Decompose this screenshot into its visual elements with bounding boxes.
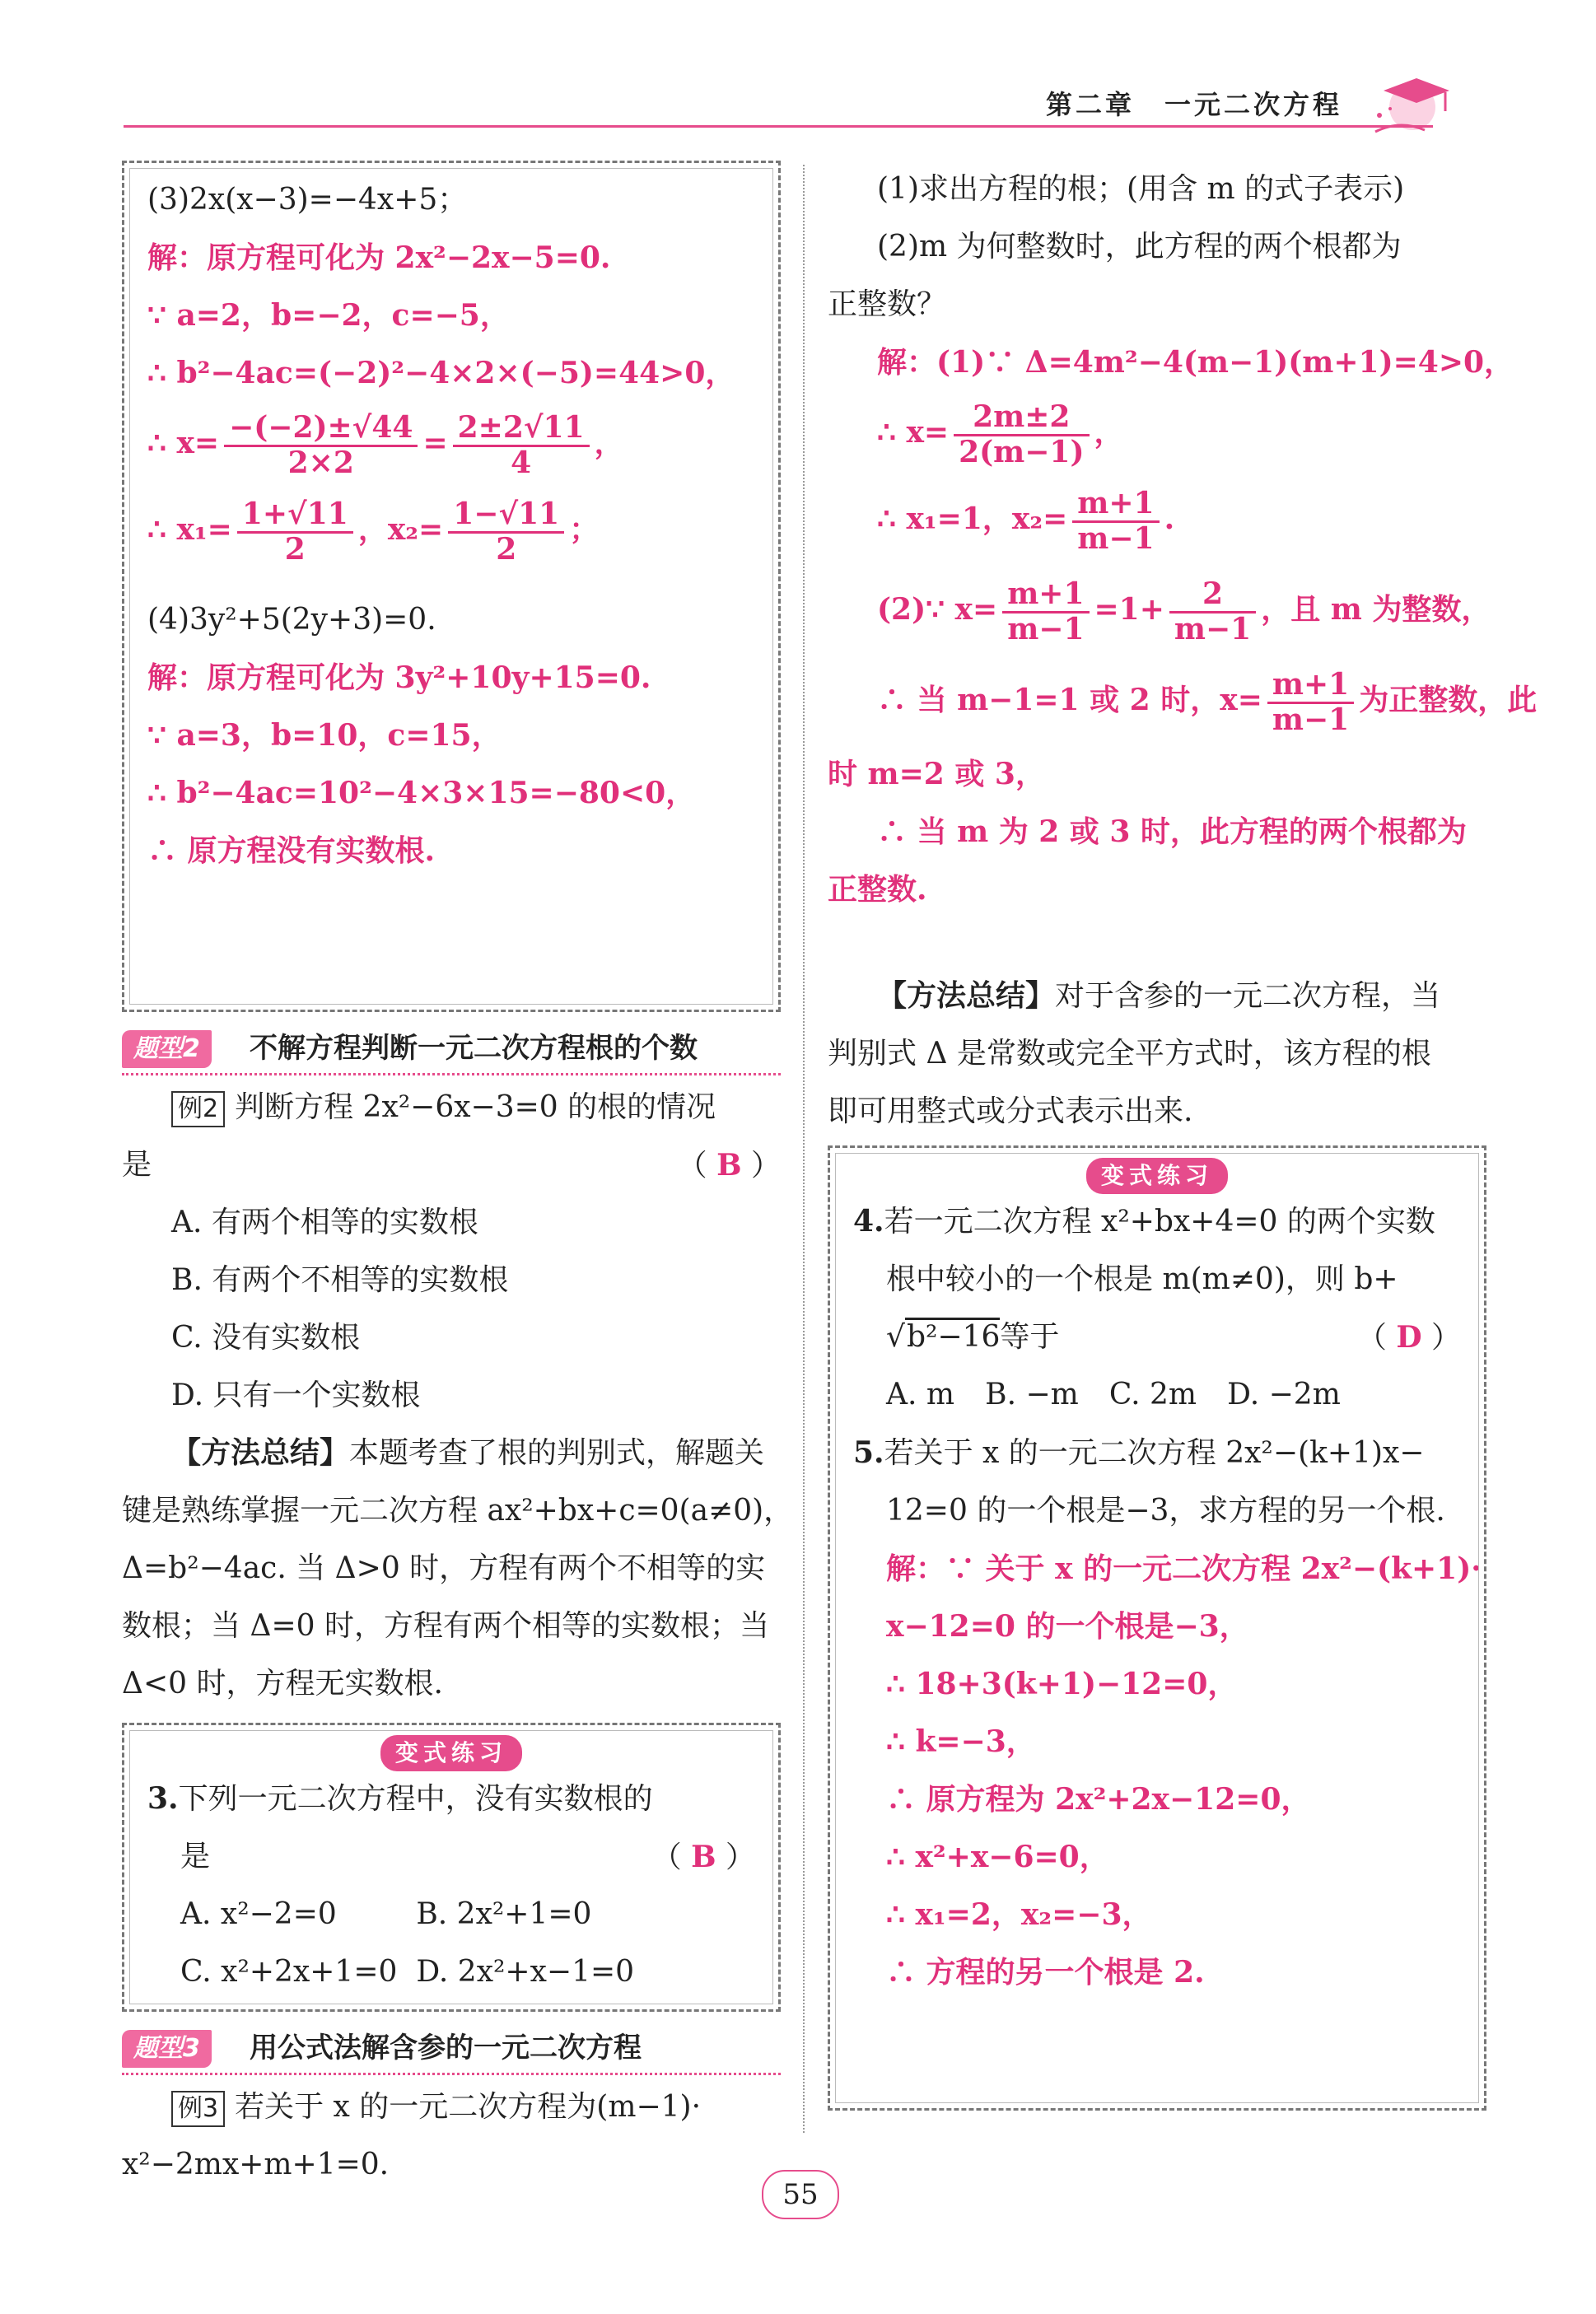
header-rule — [124, 125, 1433, 128]
practice-question-3: 3.下列一元二次方程中，没有实数根的 — [147, 1781, 653, 1816]
answer-bracket: （ D ） — [1356, 1320, 1461, 1355]
section-tag: 题型2 — [122, 1030, 212, 1068]
answer-bracket: （ B ） — [677, 1148, 781, 1183]
q3-step-4: ∴ x= $\frac{-(-2)\pm√44}{2\times 2}$ = $\frac{2\pm 2√11}{4}$ ， — [147, 409, 624, 480]
practice-box-1: 变式练习 3.下列一元二次方程中，没有实数根的 是 （ B ） A. x²−2=0 B. 2x²+1=0 C. x²+2x+1=0 D. 2x²+x−1=0 — [122, 1723, 781, 2012]
section-title: 用公式法解含参的一元二次方程 — [250, 2032, 642, 2064]
section-tag: 题型3 — [122, 2030, 212, 2068]
fraction: $\frac{2m\pm 2}{2(m-1)}$ — [954, 401, 1089, 469]
practice-question-4: 4.若一元二次方程 x²+bx+4=0 的两个实数 — [853, 1204, 1435, 1239]
option: B. −m — [985, 1378, 1079, 1411]
q3-step-1: 解：原方程可化为 2x²−2x−5=0. — [147, 240, 611, 275]
section-heading-3 — [122, 2023, 781, 2075]
answer-bracket: （ B ） — [651, 1840, 755, 1874]
q3-step-2: ∵ a=2，b=−2，c=−5， — [147, 298, 510, 333]
question-3: (3)2x(x−3)=−4x+5； — [147, 183, 468, 217]
method-title: 【方法总结】 — [877, 979, 1056, 1013]
option: D. −2m — [1227, 1378, 1341, 1411]
fraction: $\frac{2}{m-1}$ — [1169, 578, 1256, 646]
option: B. 2x²+1=0 — [416, 1897, 592, 1931]
q3-step-5: ∴ x₁= $\frac{1+√11}{2}$ ，x₂= $\frac{1-√11}{2}$ ； — [147, 496, 600, 567]
method-summary-1: 【方法总结】本题考查了根的判别式，解题关 键是熟练掌握一元二次方程 ax²+bx+c=0(a≠0)， Δ=b²−4ac. 当 Δ>0 时，方程有两个不相等的实 数根；当 Δ=0 时，方程有两个相等的实数根；当 Δ<0 时，方程无实数根. — [122, 1436, 794, 1701]
option: D. 2x²+x−1=0 — [416, 1955, 635, 1989]
q4-step-3: ∴ b²−4ac=10²−4×3×15=−80<0， — [147, 776, 696, 810]
example-2: 例2 判断方程 2x²−6x−3=0 的根的情况 — [122, 1079, 781, 1136]
choices — [853, 1366, 1357, 1424]
practice-title: 变式练习 — [853, 1156, 1461, 1192]
example-label: 例3 — [171, 2091, 225, 2127]
option: B. 有两个不相等的实数根 — [171, 1263, 509, 1297]
choices — [147, 1886, 652, 2001]
fraction: $\frac{2\pm 2√11}{4}$ — [453, 412, 590, 479]
option: A. m — [886, 1378, 955, 1411]
q3-step-3: ∴ b²−4ac=(−2)²−4×2×(−5)=44>0， — [147, 356, 735, 390]
example-3: 例3 若关于 x 的一元二次方程为(m−1)· — [122, 2078, 781, 2136]
page-header — [124, 74, 1482, 140]
chapter-title: 第二章 一元二次方程 — [1045, 89, 1342, 120]
example-label: 例2 — [171, 1091, 225, 1127]
fraction: $\frac{m+1}{m-1}$ — [1002, 578, 1089, 646]
option: C. 没有实数根 — [171, 1321, 361, 1355]
fraction: $\frac{1-√11}{2}$ — [448, 498, 564, 566]
option: A. x²−2=0 — [180, 1897, 337, 1931]
q4-step-4: ∴ 原方程没有实数根. — [147, 833, 436, 868]
practice-question-5: 5.若关于 x 的一元二次方程 2x²−(k+1)x− — [853, 1435, 1425, 1470]
example-2-cont: 是 （ B ） — [122, 1136, 781, 1194]
fraction: $\frac{m+1}{m-1}$ — [1267, 669, 1354, 736]
section-heading-2 — [122, 1024, 781, 1075]
question-4: (4)3y²+5(2y+3)=0. — [147, 603, 436, 637]
option: A. 有两个相等的实数根 — [171, 1206, 478, 1239]
right-column: (1)求出方程的根；(用含 m 的式子表示) (2)m 为何整数时，此方程的两个根都为 正整数？ 解：(1)∵ Δ=4m²−4(m−1)(m+1)=4>0， ∴ x= $\frac{2m\pm 2}{2(m-1)}$ ， ∴ x₁=1，x₂= $\frac{m+1}{m-1}$ . (2)∵ x= $\frac{m+1}{m-1}$ =1+ $\frac{2}{m-1}$ ，且 m 为整数， ∴ 当 m−1=1 或 2 时，x= $\frac{m+1}{m-1}$ 为正整数，此 时 m=2 或 3， ∴ 当 m 为 2 或 3 时，此方程的两个根都为 正整数. 【方法总结】对于含参的一元二次方程，当 判别式 Δ 是常数或完全平方式时，该方程的根 即可用整式或分式表示出来. 变式练习 4.若一元二次方程 x²+bx+4=0 的两个实数 根中较小的一个根是 m(m≠0)，则 b+ √b²−16等于 （ D ） A. m B. −m C. 2m D. −2m 5.若关于 x 的一元二次方程 2x²−(k+1)x− 12=0 的一个根是−3，求方程的另一个根. 解：∵ 关于 x 的一元二次方程 2x²−(k+1)· x−12=0 的一个根是−3， ∴ 18+3(k+1)−12=0， ∴ k=−3， ∴ 原方程为 2x²+2x−12=0， ∴ x²+x−6=0， ∴ x₁=2，x₂=−3， ∴ 方程的另一个根是 2. — [828, 161, 1486, 2111]
fraction: $\frac{1+√11}{2}$ — [237, 498, 353, 566]
option: C. 2m — [1108, 1378, 1197, 1411]
q4-step-2: ∵ a=3，b=10，c=15， — [147, 718, 502, 753]
left-column: (3)2x(x−3)=−4x+5； 解：原方程可化为 2x²−2x−5=0. ∵ a=2，b=−2，c=−5， ∴ b²−4ac=(−2)²−4×2×(−5)=44>0， ∴ x= $\frac{-(-2)\pm√44}{2\times 2}$ = $\frac{2\pm 2√11}{4}$ ， ∴ x₁= $\frac{1+√11}{2}$ ，x₂= $\frac{1-√11}{2}$ ； (4)3y²+5(2y+3)=0. 解：原方程可化为 3y²+10y+15=0. ∵ a=3，b=10，c=15， ∴ b²−4ac=10²−4×3×15=−80<0， ∴ 原方程没有实数根. 题型2 不解方程判断一元二次方程根的个数 例2 判断方程 2x²−6x−3=0 的根的情况 是 （ B ） A. 有两个相等的实数根 B. 有两个不相等的实数根 C. 没有实数根 D. 只有一个实数根 【方法总结】本题考查了根的判别式，解题关 键是熟练掌握一元二次方程 ax²+bx+c=0(a≠0)， Δ=b²−4ac. 当 Δ>0 时，方程有两个不相等的实 数根；当 Δ=0 时，方程有两个相等的实数根；当 Δ<0 时，方程无实数根. 变式练习 3.下列一元二次方程中，没有实数根的 是 （ B ） A. x²−2=0 B. 2x²+1=0 C. x²+2x+1=0 D. 2x²+x−1=0 题型3 用公式法解含参的一元二次方程 例3 若关于 x 的一元二次方程为(m−1)· x²−2mx+m+1=0. — [122, 161, 781, 2194]
method-summary-2: 【方法总结】对于含参的一元二次方程，当 判别式 Δ 是常数或完全平方式时，该方程的根 即可用整式或分式表示出来. — [828, 979, 1441, 1128]
q4-step-1: 解：原方程可化为 3y²+10y+15=0. — [147, 660, 651, 695]
practice-title: 变式练习 — [147, 1733, 755, 1770]
mortarboard-logo-icon — [1367, 66, 1458, 140]
page-number: 55 — [762, 2170, 839, 2219]
fraction: $\frac{-(-2)\pm√44}{2\times 2}$ — [224, 412, 418, 479]
option: C. x²+2x+1=0 — [180, 1955, 398, 1989]
practice-box-2: 变式练习 4.若一元二次方程 x²+bx+4=0 的两个实数 根中较小的一个根是 m(m≠0)，则 b+ √b²−16等于 （ D ） A. m B. −m C. 2m D. −2m 5.若关于 x 的一元二次方程 2x²−(k+1)x− 12=0 的一个根是−3，求方程的另一个根. 解：∵ 关于 x 的一元二次方程 2x²−(k+1)· x−12=0 的一个根是−3， ∴ 18+3(k+1)−12=0， ∴ k=−3， ∴ 原方程为 2x²+2x−12=0， ∴ x²+x−6=0， ∴ x₁=2，x₂=−3， ∴ 方程的另一个根是 2. — [828, 1145, 1486, 2111]
solution-box — [122, 161, 781, 1012]
fraction: $\frac{m+1}{m-1}$ — [1072, 488, 1159, 555]
column-divider — [803, 165, 805, 2133]
option: D. 只有一个实数根 — [171, 1379, 421, 1412]
section-title: 不解方程判断一元二次方程根的个数 — [250, 1032, 698, 1065]
method-title: 【方法总结】 — [171, 1436, 350, 1470]
